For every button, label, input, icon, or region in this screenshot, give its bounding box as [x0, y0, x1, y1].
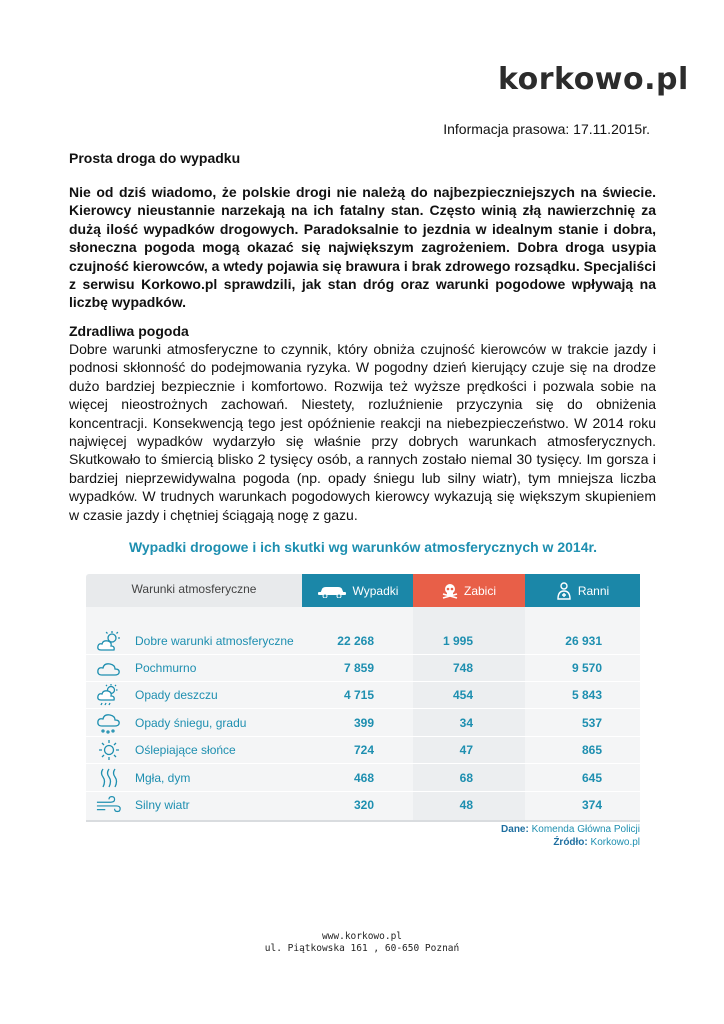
accidents-value: 399	[353, 715, 374, 730]
section-heading: Zdradliwa pogoda	[69, 323, 189, 339]
table-row	[86, 682, 640, 707]
source-data	[501, 824, 640, 835]
footer-address: ul. Piątkowska 161 , 60-650 Poznań	[264, 943, 460, 954]
wind-icon	[96, 793, 122, 817]
logo: korkowo.pl	[498, 62, 689, 97]
table-row	[86, 792, 640, 817]
injured-value: 26 931	[565, 633, 602, 648]
row-label: Silny wiatr	[135, 797, 190, 812]
fog-icon	[96, 766, 122, 790]
row-label: Opady deszczu	[135, 687, 218, 702]
injured-value: 9 570	[571, 660, 602, 675]
row-label: Mgła, dym	[135, 770, 191, 785]
row-label: Dobre warunki atmosferyczne	[135, 633, 294, 648]
accidents-value: 7 859	[343, 660, 374, 675]
injured-person-icon	[556, 582, 572, 600]
source-data-label: Dane:	[501, 824, 529, 835]
killed-value: 47	[459, 742, 473, 757]
article-lead: Nie od dziś wiadomo, że polskie drogi nie należą do najbezpieczniejszych na świecie. Kierowcy nieustannie narzekają na ich fatalny stan. Często winią złą nawierzchnię za dużą ilość wypadków drogowych. Paradoksalnie to jezdnia w idealnym stanie i dobra, słoneczna pogoda mogą okazać się największym zagrożeniem. Dobra droga usypia czujność kierowców, a wtedy pojawia się brawura i brak zdrowego rozsądku. Specjaliści z serwisu Korkowo.pl sprawdzili, jak stan dróg oraz warunki pogodowe wpływają na liczbę wypadków.	[69, 184, 656, 311]
accidents-value: 320	[353, 797, 374, 812]
header-killed	[413, 574, 525, 607]
cloud-icon	[96, 656, 122, 680]
article-title: Prosta droga do wypadku	[69, 150, 241, 166]
accidents-value: 724	[353, 742, 374, 757]
table-row	[86, 628, 640, 653]
sun-cloud-icon	[96, 629, 122, 653]
accidents-value: 4 715	[343, 687, 374, 702]
sun-icon	[96, 738, 122, 762]
row-label: Pochmurno	[135, 660, 197, 675]
accidents-value: 22 268	[337, 633, 374, 648]
row-label: Oślepiające słońce	[135, 742, 236, 757]
footer-website[interactable]: www.korkowo.pl	[321, 931, 403, 942]
source-data-value: Komenda Główna Policji	[531, 824, 640, 835]
row-label: Opady śniegu, gradu	[135, 715, 247, 730]
killed-value: 48	[459, 797, 473, 812]
table-row	[86, 765, 640, 790]
header-condition-label: Warunki atmosferyczne	[131, 582, 257, 596]
table-bottom-border	[86, 820, 640, 822]
weather-accidents-table	[86, 574, 640, 822]
infographic-title: Wypadki drogowe i ich skutki wg warunków atmosferycznych w 2014r.	[128, 539, 598, 555]
header-accidents	[302, 574, 413, 607]
injured-value: 5 843	[571, 687, 602, 702]
header-injured	[525, 574, 640, 607]
injured-value: 645	[581, 770, 602, 785]
header-killed-label: Zabici	[463, 583, 496, 598]
row-divider	[86, 763, 640, 764]
killed-value: 454	[452, 687, 473, 702]
table-row	[86, 655, 640, 680]
source-origin-value: Korkowo.pl	[590, 837, 640, 848]
car-icon	[317, 584, 347, 598]
header-injured-label: Ranni	[577, 583, 610, 598]
header-accidents-label: Wypadki	[352, 583, 399, 598]
skull-icon	[442, 583, 458, 599]
source-origin-label: Źródło:	[553, 837, 588, 848]
killed-value: 68	[459, 770, 473, 785]
accidents-value: 468	[353, 770, 374, 785]
row-divider	[86, 708, 640, 709]
snow-icon	[96, 711, 122, 735]
killed-value: 1 995	[442, 633, 473, 648]
rain-icon	[96, 683, 122, 707]
source-origin	[553, 837, 640, 848]
table-row	[86, 710, 640, 735]
press-release-date: Informacja prasowa: 17.11.2015r.	[443, 121, 650, 137]
injured-value: 865	[581, 742, 602, 757]
injured-value: 374	[581, 797, 602, 812]
killed-value: 34	[459, 715, 473, 730]
table-row	[86, 737, 640, 762]
section-body: Dobre warunki atmosferyczne to czynnik, który obniża czujność kierowców w trakcie jazdy i podnosi skłonność do podejmowania ryzyka. W pogodny dzień kierujący czuje się na drodze dużo bardziej bezpiecznie i komfortowo. Rozwija też wyższe prędkości i pozwala sobie na więcej nieostrożnych zachowań. Niestety, rozluźnienie przyczynia się do obniżenia koncentracji. Konsekwencją tego jest opóźnienie reakcji na niebezpieczeństwo. W 2014 roku najwięcej wypadków wydarzyło się właśnie przy dobrych warunkach atmosferycznych. Skutkowało to śmiercią blisko 2 tysięcy osób, a rannych zostało niemal 30 tysięcy. Im gorsza i bardziej nieprzewidywalna pogoda (np. opady śniegu lub silny wiatr), tym mniejsza liczba wypadków. W trudnych warunkach pogodowych kierowcy wykazują się większym skupieniem w czasie jazdy i chętniej ściągają nogę z gazu.	[69, 341, 656, 523]
injured-value: 537	[581, 715, 602, 730]
killed-value: 748	[452, 660, 473, 675]
